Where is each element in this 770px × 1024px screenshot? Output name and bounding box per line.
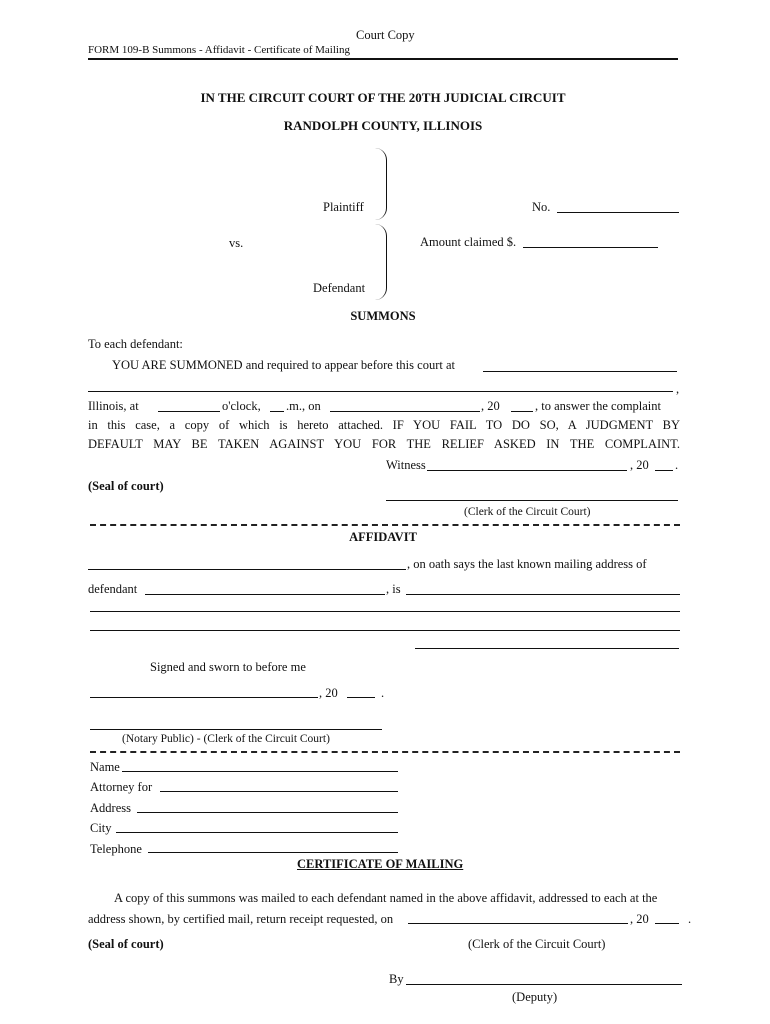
notary-signature-field[interactable] (90, 729, 382, 730)
deputy-label: (Deputy) (512, 990, 558, 1004)
attorney-telephone-field[interactable] (148, 852, 398, 853)
affidavit-divider (90, 751, 680, 753)
summons-seal-label: (Seal of court) (88, 479, 164, 493)
affiant-name-field[interactable] (88, 569, 406, 570)
attorney-name-label: Name (90, 760, 120, 774)
sworn-period: . (381, 686, 385, 700)
certificate-clerk-label: (Clerk of the Circuit Court) (468, 937, 606, 951)
illinois-at-label: Illinois, at (88, 399, 139, 413)
plaintiff-label: Plaintiff (323, 200, 364, 214)
copy-label: Court Copy (356, 28, 415, 42)
mailing-date-field[interactable] (408, 923, 628, 924)
court-title: IN THE CIRCUIT COURT OF THE 20TH JUDICIAL CIRCUIT (200, 90, 566, 105)
caption-brace-bottom (372, 224, 387, 300)
sworn-year-label: , 20 (319, 686, 338, 700)
attorney-address-field[interactable] (137, 812, 398, 813)
certificate-year-field[interactable] (655, 923, 679, 924)
time-field[interactable] (158, 411, 220, 412)
defendant-label: Defendant (313, 281, 366, 295)
witness-field[interactable] (427, 470, 627, 471)
witness-period: . (675, 458, 679, 472)
defendant-name-field[interactable] (145, 594, 385, 595)
sworn-year-field[interactable] (347, 697, 375, 698)
summons-greeting: To each defendant: (88, 337, 183, 351)
oclock-label: o'clock, (222, 399, 261, 413)
attorney-name-field[interactable] (122, 771, 398, 772)
certificate-heading: CERTIFICATE OF MAILING (297, 857, 464, 871)
date-field[interactable] (330, 411, 480, 412)
summons-clerk-label: (Clerk of the Circuit Court) (464, 506, 591, 518)
caption-brace-top (372, 148, 387, 220)
location-comma: , (676, 382, 680, 396)
form-label: FORM 109-B Summons - Affidavit - Certificate of Mailing (88, 44, 350, 56)
by-label: By (389, 972, 404, 986)
year-field[interactable] (511, 411, 533, 412)
witness-label: Witness (386, 458, 426, 472)
vs-label: vs. (229, 236, 244, 250)
court-location-field-2[interactable] (88, 391, 673, 392)
certificate-year-label: , 20 (630, 912, 649, 926)
clerk-signature-field[interactable] (386, 500, 678, 501)
certificate-body-line2: address shown, by certified mail, return receipt requested, on (88, 912, 394, 926)
deputy-signature-field[interactable] (406, 984, 682, 985)
defendant-address-label: defendant (88, 582, 138, 596)
amount-claimed-field[interactable] (523, 247, 658, 248)
summons-line1: YOU ARE SUMMONED and required to appear before this court at (112, 358, 455, 372)
certificate-seal-label: (Seal of court) (88, 937, 164, 951)
notary-label: (Notary Public) - (Clerk of the Circuit Court) (122, 733, 330, 745)
to-answer-label: , to answer the complaint (535, 399, 662, 413)
attorney-address-label: Address (90, 801, 131, 815)
case-no-field[interactable] (557, 212, 679, 213)
oath-text: , on oath says the last known mailing address of (407, 557, 647, 571)
court-county: RANDOLPH COUNTY, ILLINOIS (283, 118, 483, 133)
certificate-period: . (688, 912, 692, 926)
is-label: , is (386, 582, 401, 596)
amount-claimed-label: Amount claimed $. (420, 235, 517, 249)
attorney-telephone-label: Telephone (90, 842, 142, 856)
affiant-signature-field[interactable] (415, 648, 679, 649)
certificate-body-line1: A copy of this summons was mailed to each defendant named in the above affidavit, addressed to each at the (114, 891, 658, 905)
summons-complaint-line: in this case, a copy of which is hereto attached. IF YOU FAIL TO DO SO, A JUDGMENT BY (88, 418, 680, 432)
attorney-for-label: Attorney for (90, 780, 153, 794)
summons-heading: SUMMONS (350, 309, 416, 323)
address-field-3[interactable] (90, 630, 680, 631)
address-field-1[interactable] (406, 594, 680, 595)
header-rule (88, 58, 678, 60)
signed-sworn-label: Signed and sworn to before me (150, 660, 306, 674)
case-no-label: No. (532, 200, 551, 214)
affidavit-heading: AFFIDAVIT (349, 530, 417, 544)
witness-year-label: , 20 (630, 458, 649, 472)
court-location-field[interactable] (483, 371, 677, 372)
sworn-date-field[interactable] (90, 697, 318, 698)
address-field-2[interactable] (90, 611, 680, 612)
year-prefix-label: , 20 (481, 399, 500, 413)
summons-divider (90, 524, 680, 526)
attorney-city-label: City (90, 821, 112, 835)
witness-year-field[interactable] (655, 470, 673, 471)
attorney-for-field[interactable] (160, 791, 398, 792)
summons-default-line: DEFAULT MAY BE TAKEN AGAINST YOU FOR THE RELIEF ASKED IN THE COMPLAINT. (88, 437, 680, 451)
attorney-city-field[interactable] (116, 832, 398, 833)
am-pm-field[interactable] (270, 411, 284, 412)
m-on-label: .m., on (286, 399, 321, 413)
